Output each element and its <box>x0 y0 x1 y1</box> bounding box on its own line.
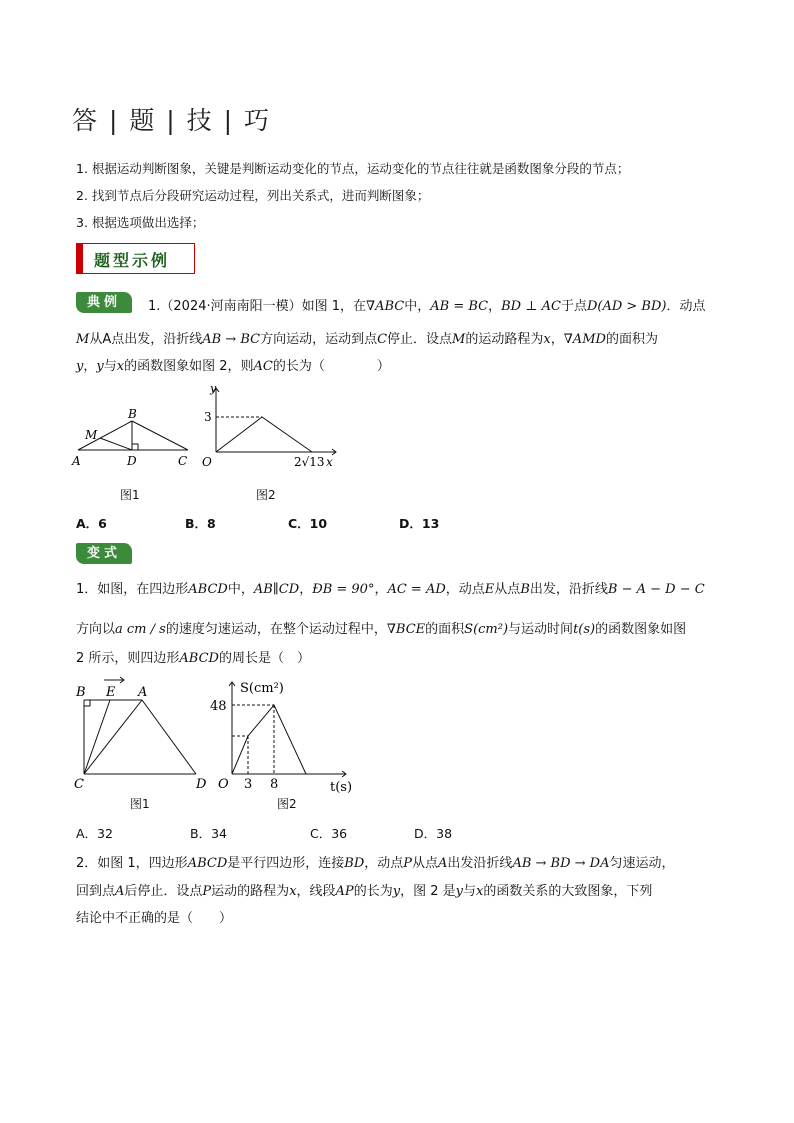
example-fig2-caption: 图2 <box>256 488 276 502</box>
variant-tag: 变式 <box>76 543 132 564</box>
example-line-3: y，y与x的函数图象如图 2，则AC的长为（ ） <box>76 359 390 374</box>
page-title: 答 | 题 | 技 | 巧 <box>72 106 271 135</box>
v-fig1-label-a: A <box>138 685 148 700</box>
example-option-a: A．6 <box>76 516 107 531</box>
fig1-label-b: B <box>128 407 137 421</box>
variant-q1-line-1: 1．如图，在四边形ABCD中，AB∥CD，ÐB = 90°，AC = AD，动点E从点B出发，沿折线B − A − D − C <box>76 582 705 597</box>
variant-option-d: D．38 <box>414 826 453 841</box>
example-line-1: 1.（2024·河南南阳一模）如图 1，在∇ABC中，AB = BC，BD ⊥ AC于点D(AD > BD)．动点 <box>148 299 706 314</box>
example-option-b: B．8 <box>185 516 216 531</box>
tip-1: 1. 根据运动判断图象，关键是判断运动变化的节点，运动变化的节点往往就是函数图象分段的节点； <box>76 161 630 176</box>
variant-option-b: B．34 <box>190 826 227 841</box>
variant-q1-line-2: 方向以a cm / s的速度匀速运动，在整个运动过程中，∇BCE的面积S(cm²)与运动时间t(s)的函数图象如图 <box>76 622 687 637</box>
fig1-label-m: M <box>85 428 98 442</box>
example-option-c: C．10 <box>288 516 328 531</box>
v-fig1-label-c: C <box>74 777 84 792</box>
fig1-label-c: C <box>178 454 188 468</box>
section-banner <box>76 243 195 274</box>
example-figure-1 <box>68 403 198 471</box>
tip-3: 3. 根据选项做出选择； <box>76 215 205 230</box>
example-tag: 典例 <box>76 292 132 313</box>
fig2-axis-x: x <box>326 455 333 469</box>
v-fig2-origin: O <box>218 777 229 792</box>
banner-accent <box>77 244 83 273</box>
example-line-2: M从A点出发，沿折线AB → BC方向运动，运动到点C停止．设点M的运动路程为x，∇AMD的面积为 <box>76 332 658 347</box>
tip-2: 2. 找到节点后分段研究运动过程，列出关系式，进而判断图象； <box>76 188 430 203</box>
variant-figure-2 <box>208 672 354 794</box>
v-fig2-tick-48: 48 <box>210 699 227 714</box>
variant-fig1-caption: 图1 <box>130 797 150 811</box>
v-fig2-axis-t: t(s) <box>330 780 353 794</box>
variant-option-c: C．36 <box>310 826 348 841</box>
fig2-tick-x: 2√13 <box>294 455 325 469</box>
variant-q2-line-1: 2．如图 1，四边形ABCD是平行四边形，连接BD，动点P从点A出发沿折线AB → BD → DA匀速运动， <box>76 856 675 871</box>
fig2-origin: O <box>202 455 212 469</box>
fig1-label-d: D <box>127 454 137 468</box>
v-fig1-label-b: B <box>76 685 86 700</box>
variant-q2-line-2: 回到点A后停止．设点P运动的路程为x，线段AP的长为y，图 2 是y与x的函数关系的大致图象，下列 <box>76 884 653 899</box>
banner-label: 题型示例 <box>94 251 171 270</box>
example-figure-2 <box>198 380 344 475</box>
fig1-label-a: A <box>72 454 81 468</box>
variant-fig2-caption: 图2 <box>277 797 297 811</box>
v-fig1-label-d: D <box>196 777 207 792</box>
variant-option-a: A．32 <box>76 826 113 841</box>
variant-q2-line-3: 结论中不正确的是（ ） <box>76 911 233 926</box>
v-fig1-label-e: E <box>106 685 116 700</box>
fig2-axis-y: y <box>210 382 217 395</box>
v-fig2-tick-8: 8 <box>270 777 279 792</box>
example-fig1-caption: 图1 <box>120 488 140 502</box>
v-fig2-tick-3: 3 <box>244 777 253 792</box>
example-option-d: D．13 <box>399 516 440 531</box>
v-fig2-axis-s: S(cm²) <box>240 681 284 696</box>
variant-figure-1 <box>70 674 216 794</box>
variant-q1-line-3: 2 所示，则四边形ABCD的周长是（ ） <box>76 651 310 666</box>
fig2-tick-3: 3 <box>204 410 212 424</box>
